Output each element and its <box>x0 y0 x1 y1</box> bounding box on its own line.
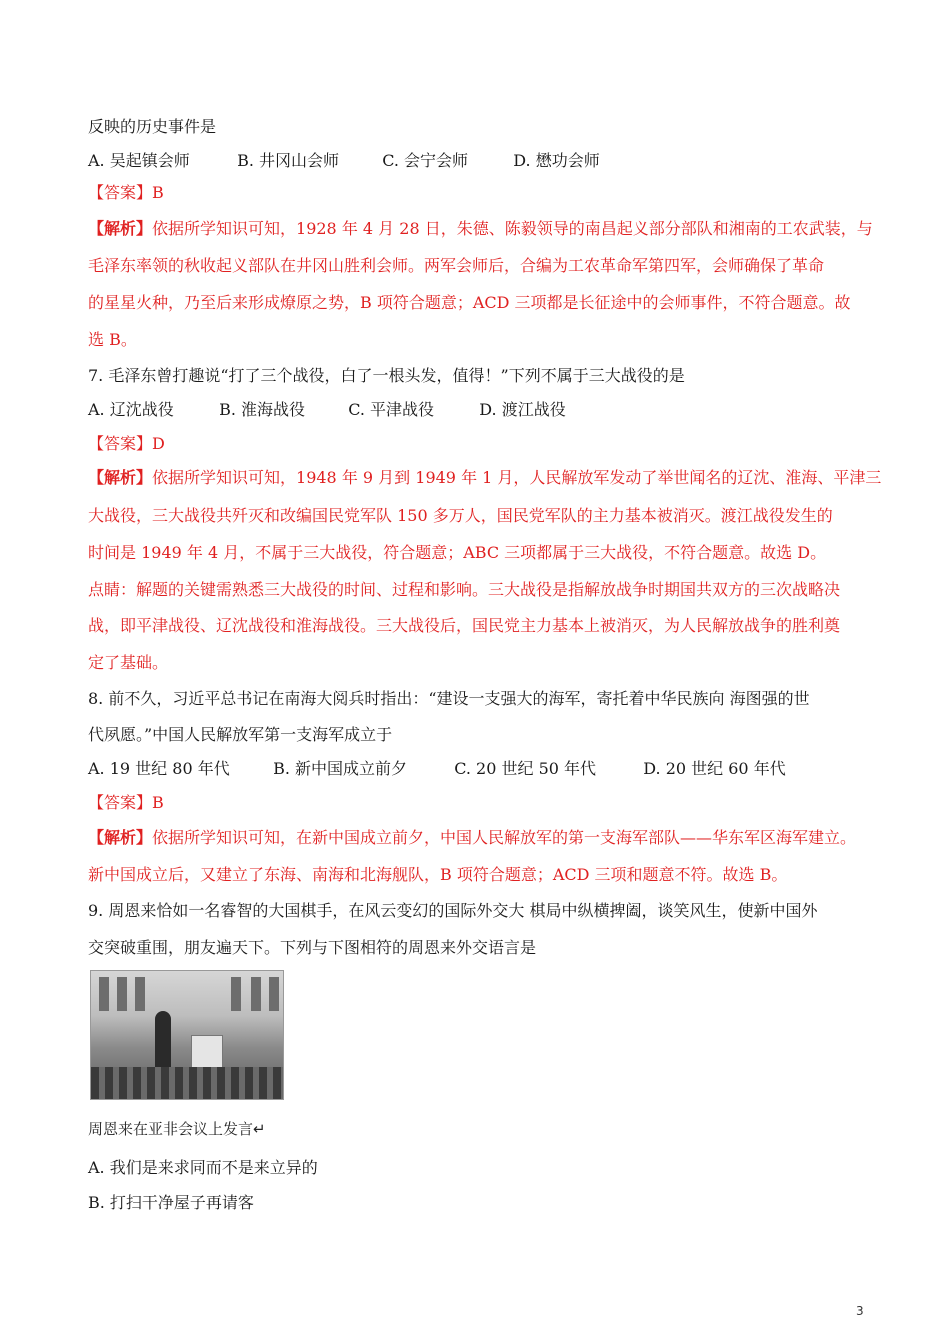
q8-stem-line-1: 8. 前不久，习近平总书记在南海大阅兵时指出：“建设一支强大的海军，寄托着中华民族向 海图强的世 <box>88 689 810 708</box>
q8-options <box>88 758 786 780</box>
q7-analysis-line-3: 时间是 1949 年 4 月，不属于三大战役，符合题意；ABC 三项都属于三大战役，不符合题意。故选 D。 <box>88 543 827 562</box>
q6-analysis-line-3: 的星星火种，乃至后来形成燎原之势，B 项符合题意；ACD 三项都是长征途中的会师事件，不符合题意。故 <box>88 293 851 312</box>
q6-option-d: D. 懋功会师 <box>513 151 600 170</box>
q6-analysis-line-1: 【解析】依据所学知识可知，1928 年 4 月 28 日，朱德、陈毅领导的南昌起义部分部队和湘南的工农武装，与 <box>88 219 873 238</box>
q7-options <box>88 399 566 421</box>
q8-analysis-line-1: 【解析】依据所学知识可知，在新中国成立前夕，中国人民解放军的第一支海军部队——华东军区海军建立。 <box>88 828 857 847</box>
q8-answer: 【答案】B <box>88 793 164 812</box>
q8-analysis-tag: 【解析】 <box>88 828 153 847</box>
q7-tip-line-2: 战，即平津战役、辽沈战役和淮海战役。三大战役后，国民党主力基本上被消灭，为人民解放战争的胜利奠 <box>88 616 841 635</box>
page-number: 3 <box>856 1304 864 1318</box>
q6-option-c: C. 会宁会师 <box>382 151 469 170</box>
q7-option-c: C. 平津战役 <box>348 400 435 419</box>
q6-analysis-line-2: 毛泽东率领的秋收起义部队在井冈山胜利会师。两军会师后，合编为工农革命军第四军，会师确保了革命 <box>88 256 825 275</box>
q8-option-b: B. 新中国成立前夕 <box>273 759 408 778</box>
q7-option-a: A. 辽沈战役 <box>88 400 174 419</box>
q6-options <box>88 150 600 172</box>
photo-caption: 周恩来在亚非会议上发言↵ <box>88 1120 266 1138</box>
q7-stem: 7. 毛泽东曾打趣说“打了三个战役，白了一根头发，值得！”下列不属于三大战役的是 <box>88 366 685 385</box>
q7-analysis-line-1: 【解析】依据所学知识可知，1948 年 9 月到 1949 年 1 月，人民解放军发动了举世闻名的辽沈、淮海、平津三 <box>88 468 882 487</box>
q7-analysis-line-2: 大战役，三大战役共歼灭和改编国民党军队 150 多万人，国民党军队的主力基本被消灭。渡江战役发生的 <box>88 506 833 525</box>
q6-option-b: B. 井冈山会师 <box>237 151 340 170</box>
q8-option-a: A. 19 世纪 80 年代 <box>88 759 230 778</box>
q9-stem-line-1: 9. 周恩来恰如一名睿智的大国棋手，在风云变幻的国际外交大 棋局中纵横捭阖，谈笑风生，使新中国外 <box>88 901 818 920</box>
q8-option-d: D. 20 世纪 60 年代 <box>643 759 786 778</box>
q9-option-a: A. 我们是来求同而不是来立异的 <box>88 1158 318 1177</box>
q9-stem-line-2: 交突破重围，朋友遍天下。下列与下图相符的周恩来外交语言是 <box>88 938 537 957</box>
q6-analysis-tag: 【解析】 <box>88 219 153 238</box>
q7-option-d: D. 渡江战役 <box>479 400 566 419</box>
q8-analysis-line-2: 新中国成立后，又建立了东海、南海和北海舰队，B 项符合题意；ACD 三项和题意不符。故选 B。 <box>88 865 788 884</box>
q6-stem-tail: 反映的历史事件是 <box>88 117 217 136</box>
zhou-enlai-bandung-photo <box>90 970 284 1100</box>
q7-tip-line-1: 点睛：解题的关键需熟悉三大战役的时间、过程和影响。三大战役是指解放战争时期国共双方的三次战略决 <box>88 580 841 599</box>
q6-analysis-line-4: 选 B。 <box>88 330 137 349</box>
q7-analysis-tag: 【解析】 <box>88 468 153 487</box>
q7-tip-line-3: 定了基础。 <box>88 653 169 672</box>
q9-option-b: B. 打扫干净屋子再请客 <box>88 1193 254 1212</box>
q6-answer: 【答案】B <box>88 183 164 202</box>
q7-answer: 【答案】D <box>88 434 165 453</box>
q8-option-c: C. 20 世纪 50 年代 <box>454 759 597 778</box>
q7-option-b: B. 淮海战役 <box>219 400 306 419</box>
q8-stem-line-2: 代夙愿。”中国人民解放军第一支海军成立于 <box>88 725 393 744</box>
q6-option-a: A. 吴起镇会师 <box>88 151 190 170</box>
